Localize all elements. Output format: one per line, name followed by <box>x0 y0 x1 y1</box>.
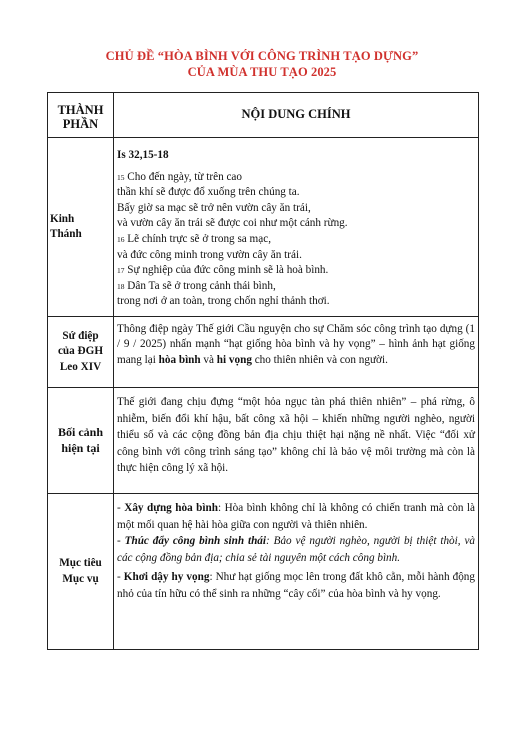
verse-line <box>117 294 475 310</box>
verse-number: 17 <box>117 266 125 276</box>
label-su-diep <box>48 317 114 388</box>
table-header-row <box>48 93 479 138</box>
label-su-diep-line3: Leo XIV <box>59 360 102 373</box>
goals-list <box>117 500 475 602</box>
goal-heading: Thúc đẩy công bình sinh thái <box>124 535 266 547</box>
goal-item <box>117 533 475 566</box>
message-bold-peace: hòa bình <box>158 353 201 366</box>
message-text-part3: cho thiên nhiên và con người. <box>251 353 388 366</box>
header-component-line2: PHẦN <box>62 117 99 131</box>
goal-text: : Như hạt giống mọc lên trong đất khô cằn, mỗi hành động nhỏ của tín hữu có thể sinh ra những “cây cối” của hòa bình và hy vọng. <box>117 571 475 600</box>
verse-number: 15 <box>117 172 125 182</box>
label-muc-tieu <box>48 494 114 650</box>
message-text-part1: Thông điệp ngày Thế giới Cầu nguyện cho sự Chăm sóc công trình tạo dựng (1 / 9 / 2025) nhấn mạnh “hạt giống hòa bình và hy vọng” – hình ảnh hạt giống mang lại <box>117 323 475 366</box>
pastoral-goals <box>114 494 479 650</box>
label-su-diep-line1: Sứ điệp <box>62 329 99 342</box>
row-muc-tieu <box>48 494 479 650</box>
verse-text: Bấy giờ sa mạc sẽ trở nên vườn cây ăn trái, <box>117 201 311 214</box>
verse-line <box>117 170 475 186</box>
verse-line <box>117 232 475 248</box>
message-text-part2: và <box>200 353 217 366</box>
verse-text: và đức công minh trong vườn cây ăn trái. <box>117 248 302 261</box>
goal-bullet: - <box>117 502 125 514</box>
verse-number: 16 <box>117 234 125 244</box>
message-bold-hope: hi vọng <box>216 353 252 366</box>
verse-text: trong nơi ở an toàn, trong chốn nghỉ thảnh thơi. <box>117 295 330 308</box>
verse-text: Lẽ chính trực sẽ ở trong sa mạc, <box>127 232 271 245</box>
verse-line <box>117 279 475 295</box>
header-component <box>48 93 114 138</box>
goal-item <box>117 500 475 533</box>
goal-bullet: - <box>117 571 124 583</box>
document-title-line1: CHỦ ĐỀ “HÒA BÌNH VỚI CÔNG TRÌNH TẠO DỰNG” <box>105 49 419 63</box>
goal-bullet: - <box>117 535 125 547</box>
goal-text: : Hòa bình không chỉ là không có chiến tranh mà còn là một mối quan hệ hài hòa giữa con người và thiên nhiên. <box>117 502 475 531</box>
verse-line <box>117 185 475 201</box>
verse-line <box>117 216 475 232</box>
label-su-diep-line2: của ĐGH <box>57 345 104 358</box>
document-title-line2: CỦA MÙA THU TẠO 2025 <box>187 65 337 79</box>
bible-passage <box>114 138 479 317</box>
label-boi-canh-line2: hiện tại <box>61 440 100 455</box>
label-boi-canh <box>48 388 114 494</box>
label-muc-tieu-line1: Mục tiêu <box>59 557 102 570</box>
label-boi-canh-line1: Bối cảnh <box>57 425 103 440</box>
verse-text: Dân Ta sẽ ở trong cảnh thái bình, <box>127 279 276 292</box>
goal-heading: Xây dựng hòa bình <box>124 502 218 514</box>
verse-line <box>117 248 475 264</box>
verse-number: 18 <box>117 281 125 291</box>
verse-text: thần khí sẽ được đổ xuống trên chúng ta. <box>117 186 300 199</box>
verse-line <box>117 263 475 279</box>
verse-text: Cho đến ngày, từ trên cao <box>127 170 242 183</box>
row-boi-canh <box>48 388 479 494</box>
content-table <box>47 92 479 650</box>
row-su-diep <box>48 317 479 388</box>
header-main-content: NỘI DUNG CHÍNH <box>114 93 479 138</box>
goal-heading: Khơi dậy hy vọng <box>123 571 210 583</box>
verse-line <box>117 201 475 217</box>
goal-item <box>117 569 475 602</box>
bible-reference: Is 32,15-18 <box>117 149 169 161</box>
bible-verses <box>117 170 475 310</box>
verse-text: Sự nghiệp của đức công minh sẽ là hoà bình. <box>127 264 329 277</box>
row-kinh-thanh <box>48 138 479 317</box>
label-kinh-thanh <box>48 138 114 317</box>
message-text <box>114 317 479 388</box>
label-muc-tieu-line2: Mục vụ <box>62 572 99 585</box>
label-kinh-thanh-line1: Kinh <box>50 212 75 225</box>
label-kinh-thanh-line2: Thánh <box>50 228 82 240</box>
verse-text: và vườn cây ăn trái sẽ được coi như một cánh rừng. <box>117 217 348 230</box>
goal-text: : Bảo vệ người nghèo, người bị thiệt thòi, và các cộng đồng bản địa; chia sẻ tài nguyên một cách công bình. <box>117 535 475 564</box>
context-text: Thế giới đang chịu đựng “một hỏa ngục tàn phá thiên nhiên” – phá rừng, ô nhiễm, biến đổi khí hậu, bất công xã hội – khiến những người nghèo, người thiểu số và các cộng đồng bản địa chịu thiệt hại nặng nề nhất. Việc “đối xử công bình với công trình sáng tạo” không chỉ là bảo vệ môi trường mà còn là thực hiện công lý xã hội. <box>114 388 479 494</box>
header-component-line1: THÀNH <box>57 103 104 117</box>
